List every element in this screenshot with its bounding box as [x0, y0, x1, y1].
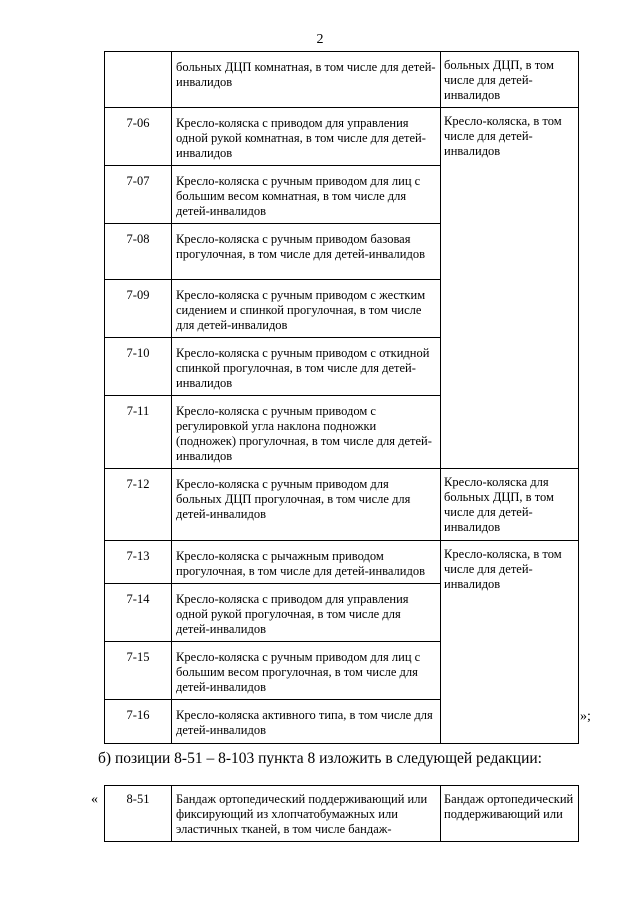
row-name: Бандаж ортопедический поддерживающий или фиксирующий из хлопчатобумажных или эластичных тканей, в том числе бандаж-	[172, 786, 441, 842]
equipment-table	[104, 51, 579, 744]
row-code: 7-16	[105, 700, 172, 744]
row-name: Кресло-коляска с ручным приводом для лиц с большим весом комнатная, в том числе для детей-инвалидов	[172, 166, 441, 224]
row-name: Кресло-коляска с ручным приводом с регулировкой угла наклона подножки (подножек) прогулочная, в том числе для детей-инвалидов	[172, 396, 441, 469]
row-name: Кресло-коляска с ручным приводом для больных ДЦП прогулочная, в том числе для детей-инвалидов	[172, 469, 441, 541]
row-name: больных ДЦП комнатная, в том числе для детей-инвалидов	[172, 52, 441, 108]
row-code	[105, 52, 172, 108]
table-row	[105, 108, 579, 166]
row-name: Кресло-коляска активного типа, в том числе для детей-инвалидов	[172, 700, 441, 744]
row-name: Кресло-коляска с ручным приводом с откидной спинкой прогулочная, в том числе для детей-инвалидов	[172, 338, 441, 396]
row-group: Бандаж ортопедический поддерживающий или	[441, 786, 579, 842]
row-group: Кресло-коляска для больных ДЦП, в том числе для детей-инвалидов	[441, 469, 579, 541]
row-code: 7-11	[105, 396, 172, 469]
row-group: Кресло-коляска, в том числе для детей-инвалидов	[441, 541, 579, 744]
row-name: Кресло-коляска с приводом для управления одной рукой прогулочная, в том числе для детей-инвалидов	[172, 584, 441, 642]
row-code: 7-08	[105, 224, 172, 280]
row-code: 7-10	[105, 338, 172, 396]
page-number: 2	[316, 32, 324, 47]
row-code: 7-06	[105, 108, 172, 166]
row-name: Кресло-коляска с ручным приводом базовая прогулочная, в том числе для детей-инвалидов	[172, 224, 441, 280]
table-row	[105, 786, 579, 842]
table-row	[105, 541, 579, 584]
row-code: 7-09	[105, 280, 172, 338]
row-code: 7-13	[105, 541, 172, 584]
row-group: больных ДЦП, в том числе для детей-инвалидов	[441, 52, 579, 108]
table-row	[105, 469, 579, 541]
row-code: 7-15	[105, 642, 172, 700]
closing-quote: »;	[580, 709, 591, 724]
row-name: Кресло-коляска с приводом для управления одной рукой комнатная, в том числе для детей-инвалидов	[172, 108, 441, 166]
row-name: Кресло-коляска с ручным приводом для лиц с большим весом прогулочная, в том числе для детей-инвалидов	[172, 642, 441, 700]
row-code: 7-14	[105, 584, 172, 642]
row-code: 7-07	[105, 166, 172, 224]
opening-quote: «	[91, 792, 98, 807]
section-heading: б) позиции 8-51 – 8-103 пункта 8 изложить в следующей редакции:	[98, 750, 542, 767]
row-name: Кресло-коляска с рычажным приводом прогулочная, в том числе для детей-инвалидов	[172, 541, 441, 584]
bandage-table	[104, 785, 579, 842]
row-group: Кресло-коляска, в том числе для детей-инвалидов	[441, 108, 579, 469]
table-row	[105, 52, 579, 108]
row-name: Кресло-коляска с ручным приводом с жестким сидением и спинкой прогулочная, в том числе для детей-инвалидов	[172, 280, 441, 338]
row-code: 8-51	[105, 786, 172, 842]
row-code: 7-12	[105, 469, 172, 541]
